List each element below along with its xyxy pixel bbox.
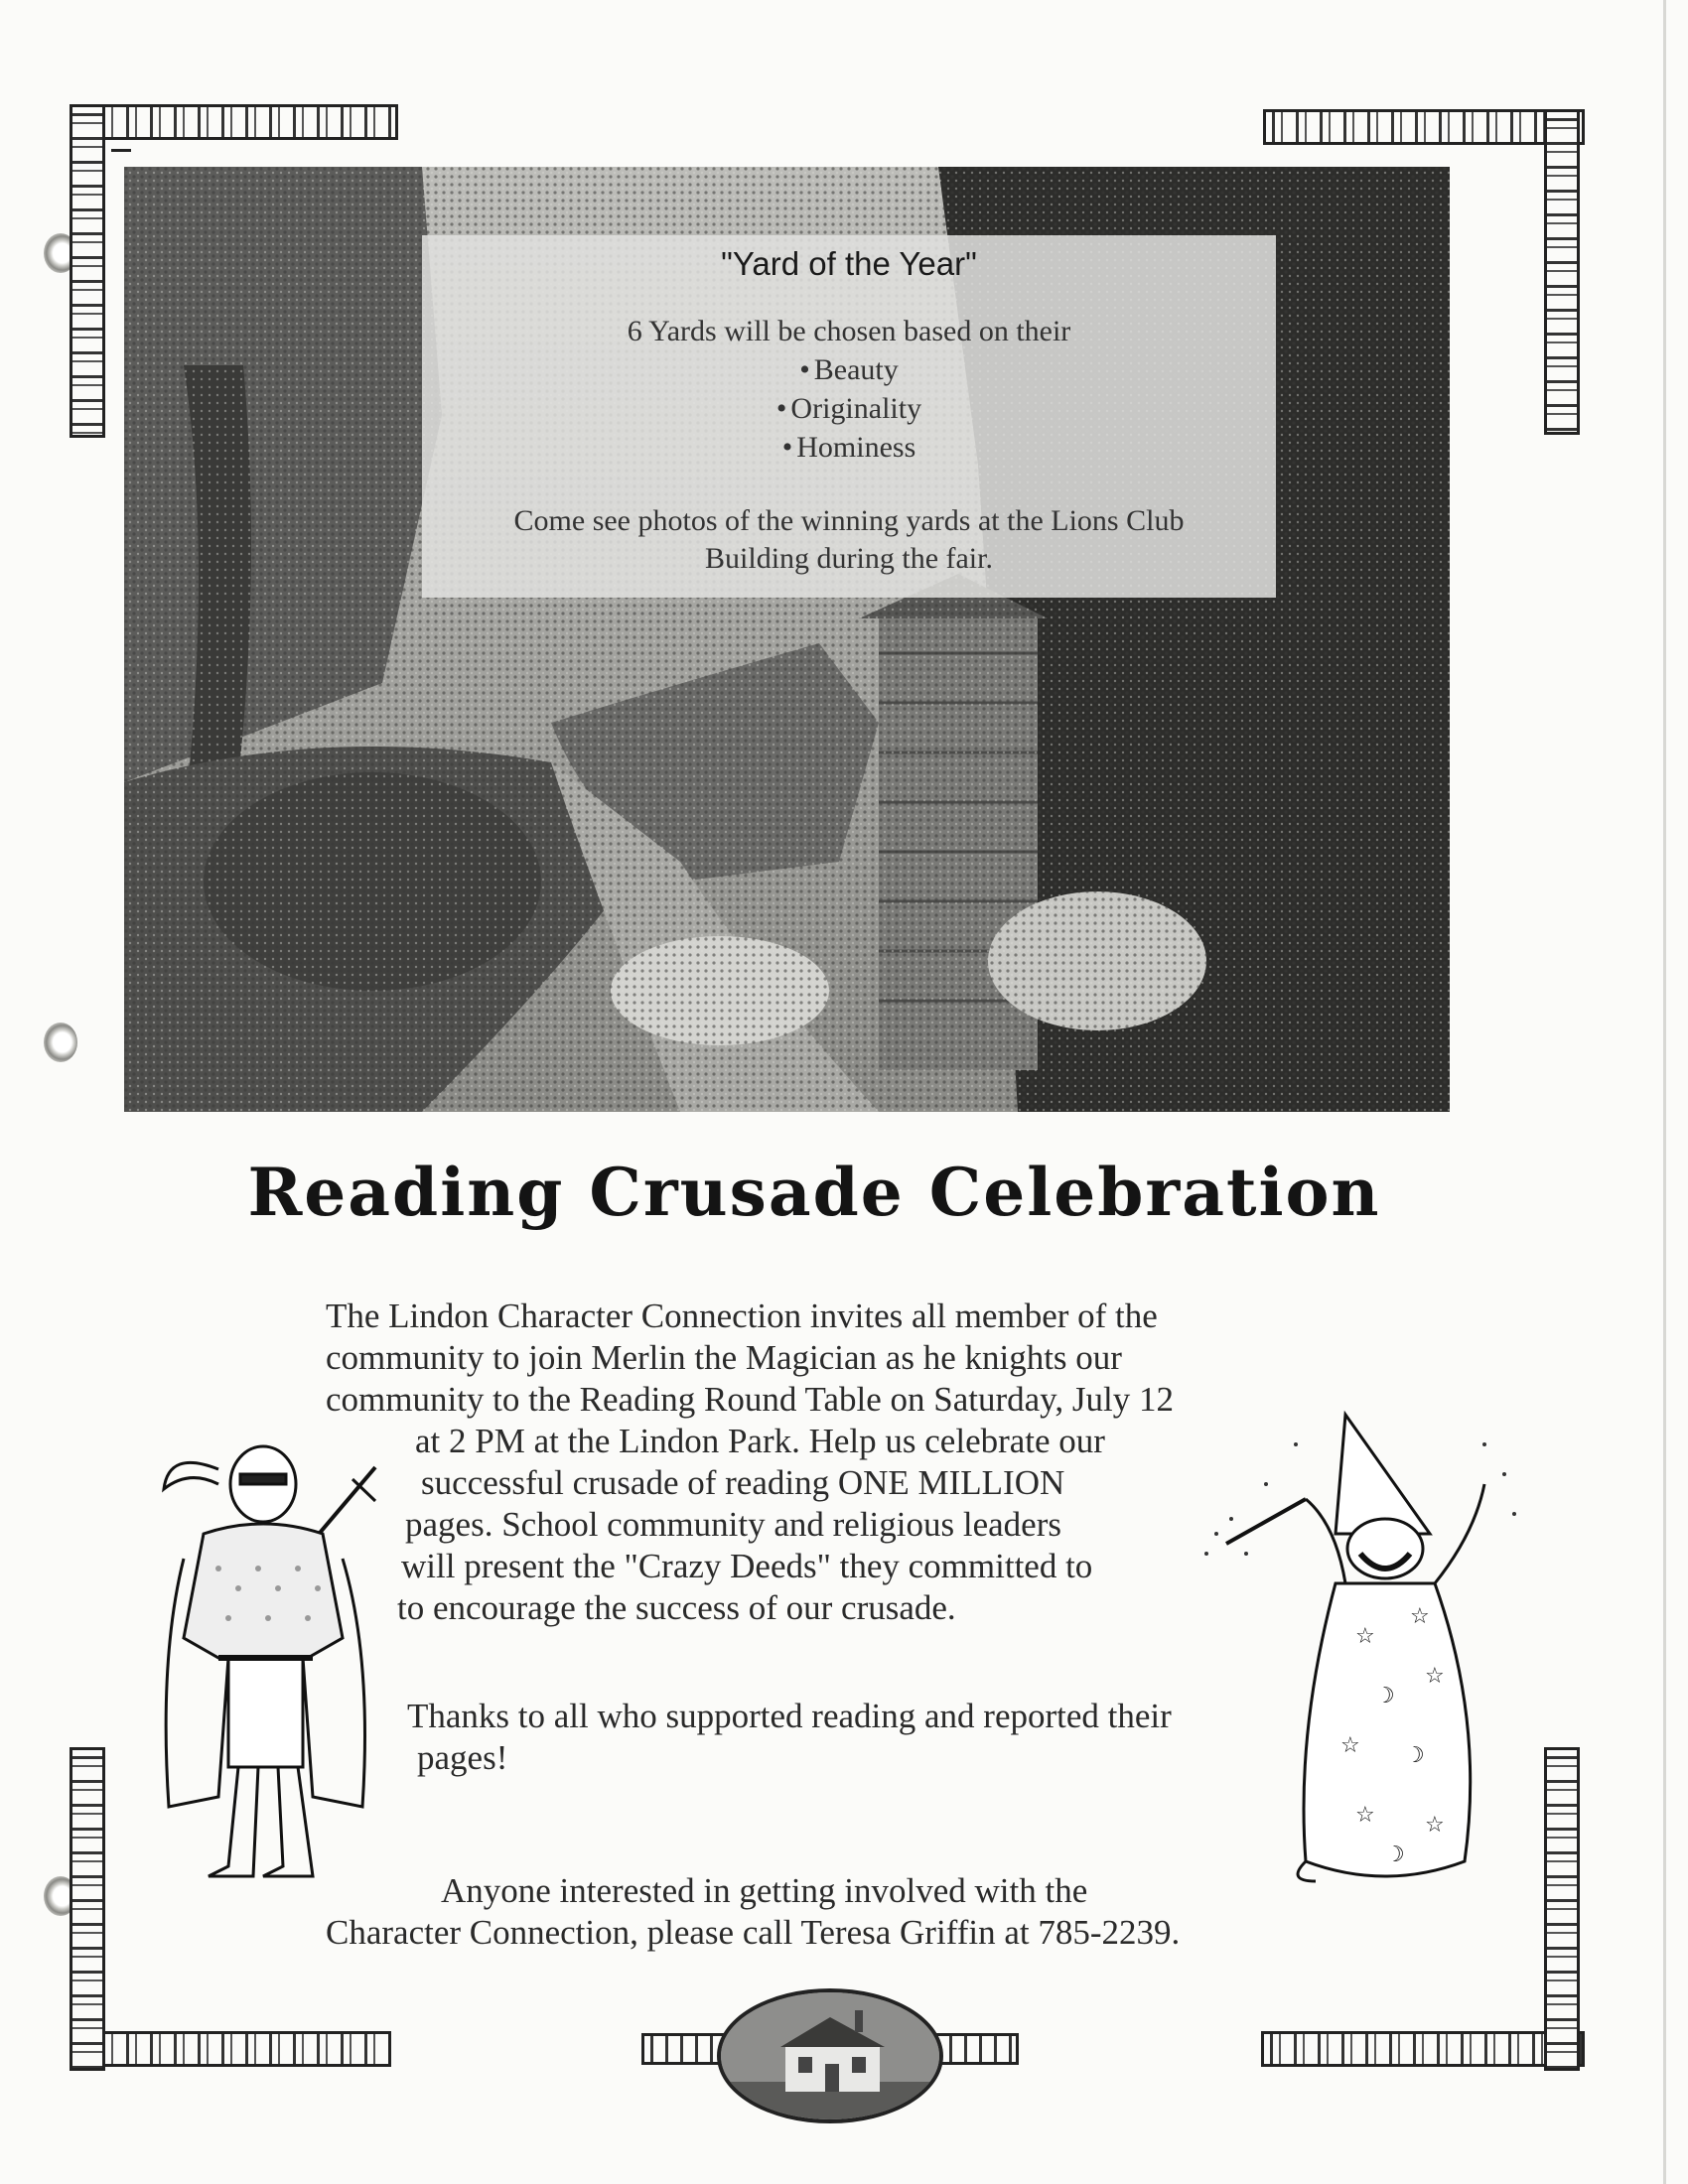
svg-text:☽: ☽ <box>1405 1743 1425 1768</box>
criteria-item: • Hominess <box>422 428 1276 467</box>
invitation-line: will present the "Crazy Deeds" they committed to <box>401 1547 1093 1585</box>
page-edge <box>1663 0 1666 2184</box>
punch-hole-middle <box>44 1023 77 1062</box>
thanks-line: Thanks to all who supported reading and reported their <box>407 1697 1172 1735</box>
caption-title: "Yard of the Year" <box>721 245 977 282</box>
knight-illustration <box>149 1410 387 1891</box>
svg-text:☆: ☆ <box>1355 1803 1375 1828</box>
yard-of-the-year-caption <box>422 235 1276 598</box>
criteria-item: • Originality <box>422 389 1276 428</box>
caption-note-line: Come see photos of the winning yards at the Lions Club <box>513 504 1185 537</box>
invitation-line: community to join Merlin the Magician as he knights our <box>326 1338 1122 1377</box>
caption-intro: 6 Yards will be chosen based on their <box>627 315 1071 347</box>
criteria-item: • Beauty <box>422 350 1276 389</box>
svg-text:☽: ☽ <box>1375 1684 1395 1708</box>
invitation-line: to encourage the success of our crusade. <box>397 1588 956 1627</box>
svg-text:☆: ☆ <box>1355 1624 1375 1649</box>
caption-note <box>422 502 1276 578</box>
contact-line: Character Connection, please call Teresa Griffin at 785-2239. <box>326 1913 1181 1952</box>
svg-text:☆: ☆ <box>1425 1664 1445 1689</box>
thanks-line: pages! <box>417 1738 508 1777</box>
page-title: Reading Crusade Celebration <box>247 1154 1381 1231</box>
svg-text:☽: ☽ <box>1385 1843 1405 1867</box>
svg-text:☆: ☆ <box>1425 1813 1445 1838</box>
contact-line: Anyone interested in getting involved with the <box>441 1871 1088 1910</box>
caption-note-line: Building during the fair. <box>705 542 993 575</box>
house-vignette <box>717 1988 943 2123</box>
invitation-line: at 2 PM at the Lindon Park. Help us celebrate our <box>415 1422 1105 1460</box>
criteria-list <box>422 350 1276 467</box>
invitation-line: community to the Reading Round Table on Saturday, July 12 <box>326 1380 1174 1419</box>
invitation-line: The Lindon Character Connection invites all member of the <box>326 1297 1158 1335</box>
wizard-illustration <box>1187 1385 1544 1901</box>
invitation-line: successful crusade of reading ONE MILLION <box>421 1463 1065 1502</box>
svg-text:☆: ☆ <box>1340 1733 1360 1758</box>
invitation-line: pages. School community and religious leaders <box>405 1505 1061 1544</box>
svg-text:☆: ☆ <box>1410 1604 1430 1629</box>
